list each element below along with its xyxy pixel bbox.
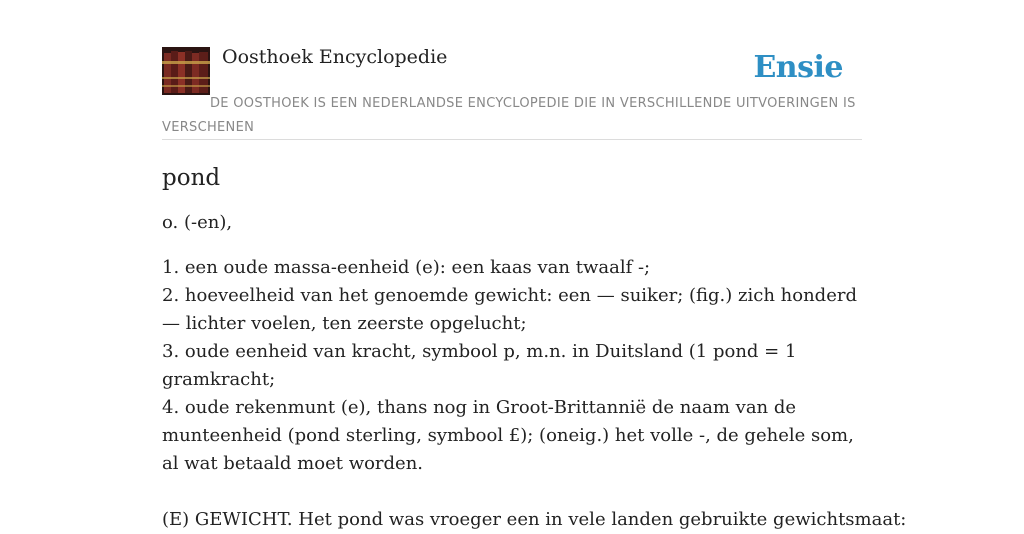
entry-grammar: o. (-en),	[162, 212, 233, 233]
source-description: DE OOSTHOEK IS EEN NEDERLANDSE ENCYCLOPEDIE DIE IN VERSCHILLENDE UITVOERINGEN IS VERSCHENEN	[162, 96, 856, 135]
definition-item: 4. oude rekenmunt (e), thans nog in Groot-Brittannië de naam van de munteenheid (pond sterling, symbool £); (oneig.) het volle -, de gehele som, al wat betaald moet worden.	[162, 397, 854, 474]
ensie-logo[interactable]: Ensie	[753, 50, 843, 85]
encyclopedia-books-icon[interactable]	[162, 47, 210, 95]
source-header	[162, 44, 862, 140]
entry-content	[162, 160, 907, 534]
definition-item: 1. een oude massa-eenheid (e): een kaas van twaalf -;	[162, 257, 651, 278]
entry-definitions	[162, 254, 862, 478]
entry-etymology: (E) GEWICHT. Het pond was vroeger een in vele landen gebruikte gewichtsmaat:	[162, 509, 907, 530]
definition-item: 2. hoeveelheid van het genoemde gewicht: een — suiker; (fig.) zich honderd — lichter voelen, ten zeerste opgelucht;	[162, 285, 857, 334]
source-title[interactable]: Oosthoek Encyclopedie	[222, 46, 448, 68]
definition-item: 3. oude eenheid van kracht, symbool p, m.n. in Duitsland (1 pond = 1 gramkracht;	[162, 341, 797, 390]
entry-headword: pond	[162, 165, 221, 191]
